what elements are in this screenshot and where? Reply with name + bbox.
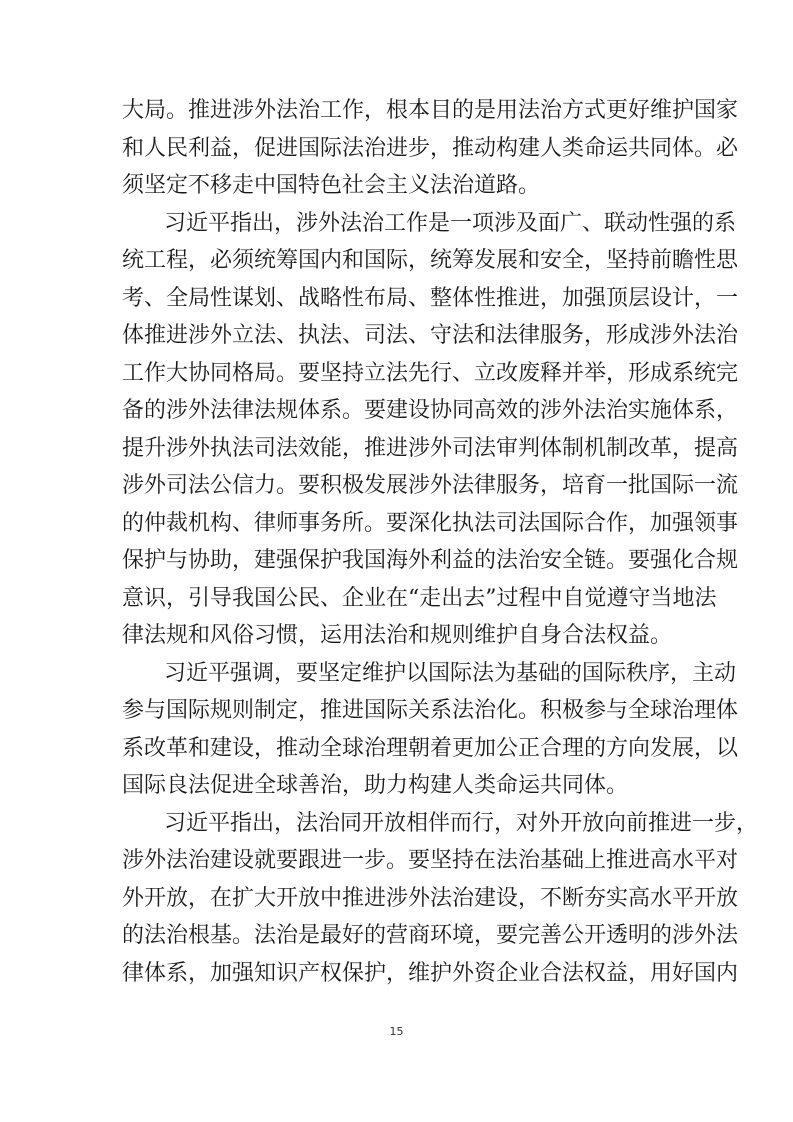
paragraph-first-line: 习近平指出，涉外法治工作是一项涉及面广、联动性强的系 — [164, 211, 737, 236]
text-line: 备的涉外法律法规体系。要建设协同高效的涉外法治实施体系， — [122, 398, 739, 423]
text-line: 意识，引导我国公民、企业在“走出去”过程中自觉遵守当地法 — [122, 586, 717, 611]
text-line: 参与国际规则制定，推进国际关系法治化。积极参与全球治理体 — [122, 698, 739, 723]
text-line: 统工程，必须统筹国内和国际，统筹发展和安全，坚持前瞻性思 — [122, 248, 739, 273]
text-line: 涉外法治建设就要跟进一步。要坚持在法治基础上推进高水平对 — [122, 848, 739, 873]
text-line: 须坚定不移走中国特色社会主义法治道路。 — [122, 173, 541, 198]
text-line: 和人民利益，促进国际法治进步，推动构建人类命运共同体。必 — [122, 136, 739, 161]
paragraph-first-line: 习近平指出，法治同开放相伴而行，对外开放向前推进一步， — [164, 811, 759, 836]
text-line: 提升涉外执法司法效能，推进涉外司法审判体制机制改革，提高 — [122, 436, 739, 461]
page-number: 15 — [389, 1025, 404, 1038]
text-line: 体推进涉外立法、执法、司法、守法和法律服务，形成涉外法治 — [122, 323, 739, 348]
text-line: 考、全局性谋划、战略性布局、整体性推进，加强顶层设计，一 — [122, 286, 739, 311]
text-line: 的仲裁机构、律师事务所。要深化执法司法国际合作，加强领事 — [122, 511, 739, 536]
text-line: 系改革和建设，推动全球治理朝着更加公正合理的方向发展，以 — [122, 736, 739, 761]
text-line: 的法治根基。法治是最好的营商环境，要完善公开透明的涉外法 — [122, 923, 739, 948]
text-line: 国际良法促进全球善治，助力构建人类命运共同体。 — [122, 773, 629, 798]
paragraph-first-line: 习近平强调，要坚定维护以国际法为基础的国际秩序，主动 — [164, 661, 737, 686]
text-line: 涉外司法公信力。要积极发展涉外法律服务，培育一批国际一流 — [122, 473, 739, 498]
text-line: 律法规和风俗习惯，运用法治和规则维护自身合法权益。 — [122, 623, 673, 648]
text-line: 外开放，在扩大开放中推进涉外法治建设，不断夯实高水平开放 — [122, 886, 739, 911]
text-line: 工作大协同格局。要坚持立法先行、立改废释并举，形成系统完 — [122, 361, 739, 386]
text-line: 律体系，加强知识产权保护，维护外资企业合法权益，用好国内 — [122, 961, 739, 986]
text-line: 保护与协助，建强保护我国海外利益的法治安全链。要强化合规 — [122, 548, 739, 573]
text-line: 大局。推进涉外法治工作，根本目的是用法治方式更好维护国家 — [122, 98, 739, 123]
